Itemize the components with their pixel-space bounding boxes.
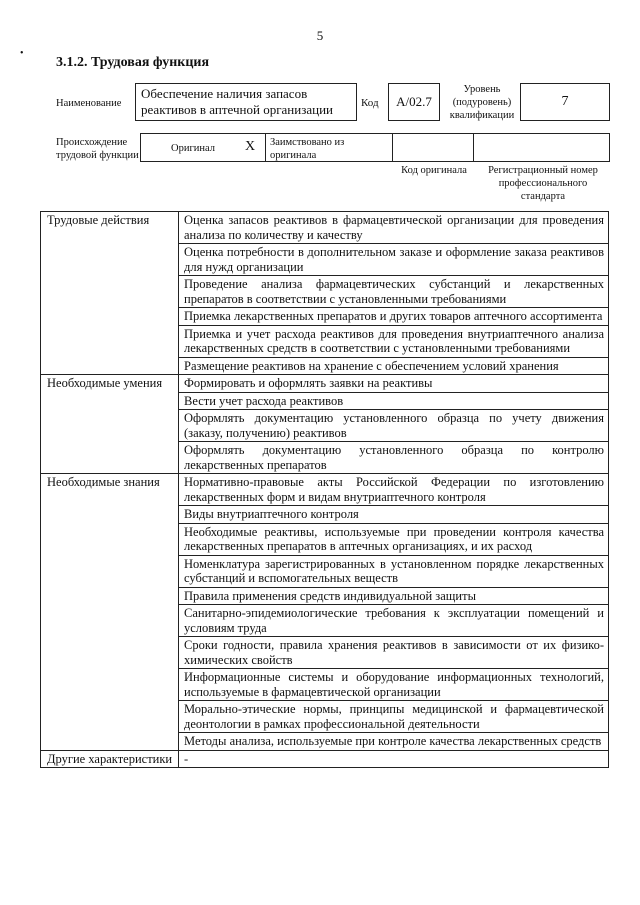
item-cell: Виды внутриаптечного контроля	[179, 506, 609, 524]
category-cell: Другие характеристики	[41, 750, 179, 768]
function-name-value: Обеспечение наличия запасов реактивов в аптечной организации	[141, 86, 333, 117]
borrowed-label: Заимствовано из оригинала	[270, 137, 345, 161]
item-cell: Методы анализа, используемые при контроле качества лекарственных средств	[179, 733, 609, 751]
table-row	[41, 750, 609, 768]
item-cell: Санитарно-эпидемиологические требования к эксплуатации помещений и условиям труда	[179, 605, 609, 637]
origin-row	[140, 133, 610, 162]
item-cell: Формировать и оформлять заявки на реактивы	[179, 375, 609, 393]
item-cell: Оценка запасов реактивов в фармацевтической организации для проведения анализа по количеству и качеству	[179, 212, 609, 244]
item-cell: Приемка и учет расхода реактивов для проведения внутриаптечного анализа лекарственных средств в соответствии с установленными требованиями	[179, 325, 609, 357]
item-cell: Сроки годности, правила хранения реактивов в зависимости от их физико-химических свойств	[179, 637, 609, 669]
item-cell: Оформлять документацию установленного образца по контролю лекарственных препаратов	[179, 442, 609, 474]
code-original-label: Код оригинала	[401, 165, 467, 176]
original-label: Оригинал	[171, 143, 215, 154]
code-value: A/02.7	[396, 94, 432, 109]
section-title: 3.1.2. Трудовая функция	[56, 55, 210, 70]
item-cell: Информационные системы и оборудование информационных технологий, используемые в фармацевтической организации	[179, 669, 609, 701]
item-cell: Размещение реактивов на хранение с обеспечением условий хранения	[179, 357, 609, 375]
table-row	[41, 375, 609, 393]
category-cell: Необходимые знания	[41, 474, 179, 751]
code-label: Код	[361, 97, 379, 109]
reg-number-label: Регистрационный номер профессионального стандарта	[488, 165, 598, 202]
item-cell: Нормативно-правовые акты Российской Федерации по изготовлению лекарственных форм и видам внутриаптечного контроля	[179, 474, 609, 506]
item-cell: Проведение анализа фармацевтических субстанций и лекарственных препаратов в соответствии с установленными требованиями	[179, 276, 609, 308]
reg-number-cell	[473, 133, 610, 162]
code-original-cell	[392, 133, 474, 162]
table-row	[41, 212, 609, 244]
item-cell: Оформлять документацию установленного образца по учету движения (заказу, получению) реактивов	[179, 410, 609, 442]
original-mark: Х	[245, 139, 256, 154]
function-name-box	[135, 83, 357, 121]
borrowed-cell	[265, 133, 393, 162]
category-cell: Необходимые умения	[41, 375, 179, 474]
code-box	[388, 83, 440, 121]
corner-mark: •	[20, 48, 24, 59]
item-cell: Оценка потребности в дополнительном заказе и оформление заказа реактивов для нужд организации	[179, 244, 609, 276]
category-cell: Трудовые действия	[41, 212, 179, 375]
item-cell: -	[179, 750, 609, 768]
function-details-table	[40, 211, 609, 768]
table-row	[41, 474, 609, 506]
origin-label: Происхождение трудовой функции	[56, 137, 139, 161]
name-label: Наименование	[56, 98, 122, 109]
item-cell: Морально-этические нормы, принципы медицинской и фармацевтической деонтологии в рамках профессиональной деятельности	[179, 701, 609, 733]
item-cell: Номенклатура зарегистрированных в установленном порядке лекарственных субстанций и вспомогательных веществ	[179, 555, 609, 587]
item-cell: Необходимые реактивы, используемые при проведении контроля качества лекарственных препаратов в аптечных организациях, и их расход	[179, 523, 609, 555]
item-cell: Вести учет расхода реактивов	[179, 392, 609, 410]
page-number: 5	[316, 28, 324, 43]
level-label: Уровень (подуровень) квалификации	[449, 84, 515, 121]
item-cell: Приемка лекарственных препаратов и других товаров аптечного ассортимента	[179, 308, 609, 326]
level-value: 7	[561, 94, 569, 109]
item-cell: Правила применения средств индивидуальной защиты	[179, 587, 609, 605]
original-cell	[140, 133, 266, 162]
level-box	[520, 83, 610, 121]
